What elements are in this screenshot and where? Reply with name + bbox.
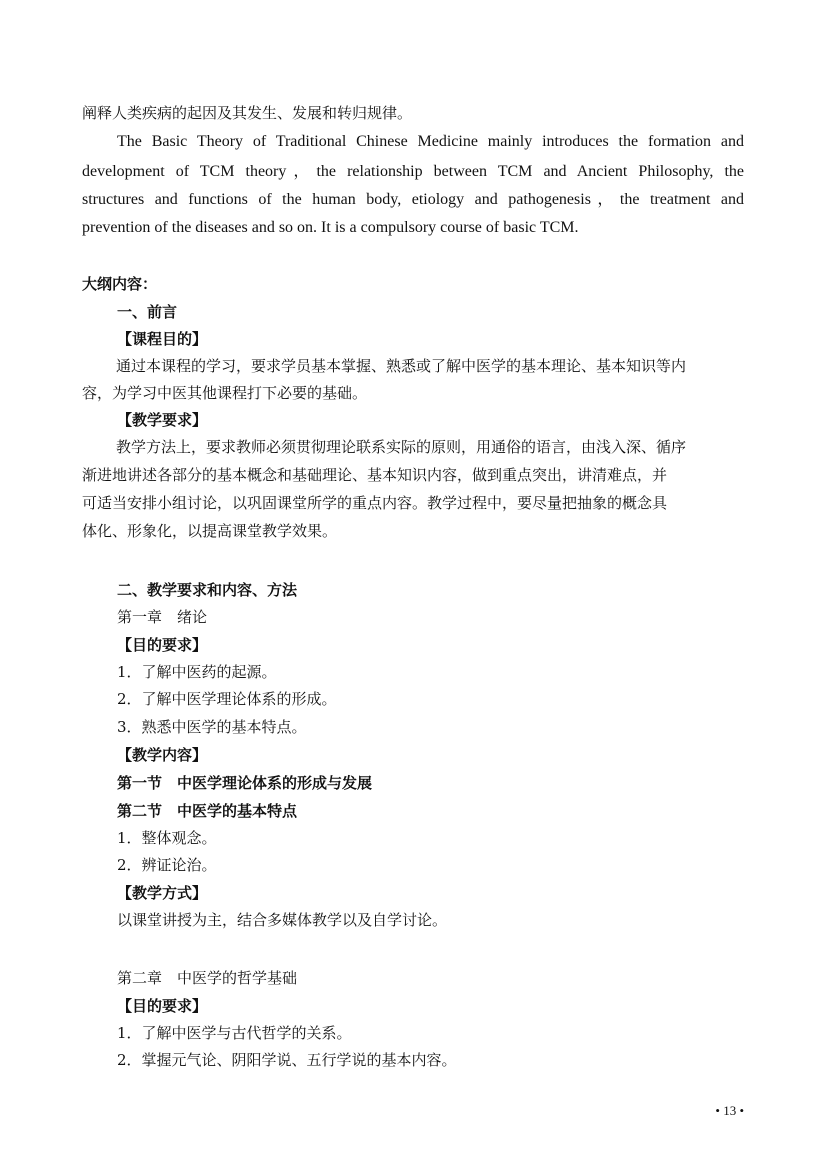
section2-heading: 二、教学要求和内容、方法 xyxy=(117,581,298,599)
chapter1-method-label: 【教学方式】 xyxy=(117,884,208,902)
outline-heading: 大纲内容： xyxy=(82,275,158,293)
preface-heading: 一、前言 xyxy=(117,303,178,321)
english-abstract-line: development of TCM theory，the relationship between TCM and Ancient Philosophy, the xyxy=(82,163,744,180)
chapter2-goal-item: 2．掌握元气论、阴阳学说、五行学说的基本内容。 xyxy=(117,1051,457,1069)
teaching-requirements-line: 可适当安排小组讨论，以巩固课堂所学的重点内容。教学过程中，要尽量把抽象的概念具 xyxy=(82,494,668,512)
english-abstract-line: The Basic Theory of Traditional Chinese Medicine mainly introduces the formation and xyxy=(117,133,744,150)
chapter1-goal-item: 3．熟悉中医学的基本特点。 xyxy=(117,718,307,736)
chapter1-goal-item: 2．了解中医学理论体系的形成。 xyxy=(117,690,337,708)
chapter2-goals-label: 【目的要求】 xyxy=(117,997,208,1015)
chapter1-content-label: 【教学内容】 xyxy=(117,746,208,764)
chapter1-section1-title: 第一节 中医学理论体系的形成与发展 xyxy=(117,774,373,792)
course-purpose-line: 容，为学习中医其他课程打下必要的基础。 xyxy=(82,384,368,402)
teaching-requirements-label: 【教学要求】 xyxy=(117,411,208,429)
course-purpose-label: 【课程目的】 xyxy=(117,330,208,348)
chapter1-section2-title: 第二节 中医学的基本特点 xyxy=(117,802,298,820)
chapter2-goal-item: 1．了解中医学与古代哲学的关系。 xyxy=(117,1024,352,1042)
chapter2-title: 第二章 中医学的哲学基础 xyxy=(117,969,298,987)
page-number: • 13 • xyxy=(715,1103,744,1118)
teaching-requirements-line: 体化、形象化，以提高课堂教学效果。 xyxy=(82,522,338,540)
chapter1-goal-item: 1．了解中医药的起源。 xyxy=(117,663,277,681)
english-abstract-line: prevention of the diseases and so on. It is a compulsory course of basic TCM. xyxy=(82,219,579,236)
teaching-requirements-line: 渐进地讲述各部分的基本概念和基础理论、基本知识内容，做到重点突出，讲清难点，并 xyxy=(82,466,668,484)
intro-tail-text: 阐释人类疾病的起因及其发生、发展和转归规律。 xyxy=(82,104,413,122)
chapter1-title: 第一章 绪论 xyxy=(117,608,208,626)
chapter1-goals-label: 【目的要求】 xyxy=(117,636,208,654)
english-abstract-line: structures and functions of the human body, etiology and pathogenesis，the treatment and xyxy=(82,191,744,208)
course-purpose-line: 通过本课程的学习，要求学员基本掌握、熟悉或了解中医学的基本理论、基本知识等内 xyxy=(116,357,687,375)
chapter1-method-text: 以课堂讲授为主，结合多媒体教学以及自学讨论。 xyxy=(117,911,448,929)
chapter1-section2-item: 2．辨证论治。 xyxy=(117,856,217,874)
chapter1-section2-item: 1．整体观念。 xyxy=(117,829,217,847)
teaching-requirements-line: 教学方法上，要求教师必须贯彻理论联系实际的原则，用通俗的语言，由浅入深、循序 xyxy=(116,438,687,456)
